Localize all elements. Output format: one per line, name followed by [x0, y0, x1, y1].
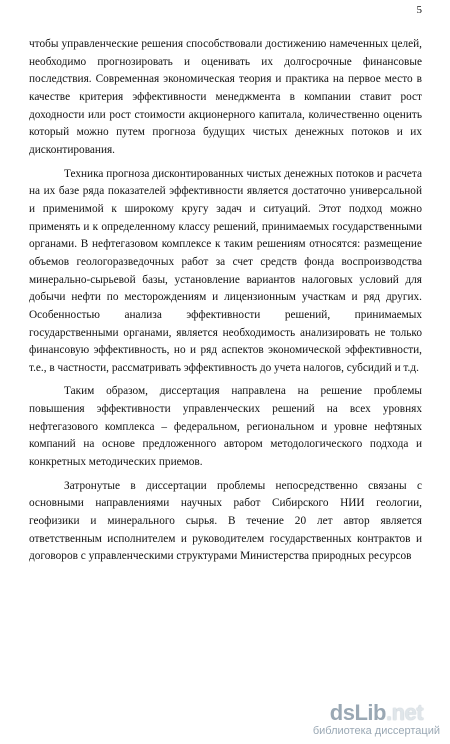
paragraph-2: Техника прогноза дисконтированных чистых денежных потоков и расчета на их базе ряда показателей эффективности является достаточно универсальной и применимой к широкому кругу задач и ситуаций. Этот подход можно применять и к определенному классу решений, принимаемых государственными органами. В нефтегазовом комплексе к таким решениям относятся: размещение объемов геологоразведочных работ за счет средств фонда воспроизводства минерально-сырьевой базы, установление вариантов налоговых условий для добычи нефти по месторождениям и лицензионным участкам и ряд других. Особенностью анализа эффективности решений, принимаемых государственными органами, является необходимость анализировать не только финансовую эффективность, но и ряд аспектов экономической эффективности, т.е., в частности, рассматривать эффективность до учета налогов, субсидий и т.д. [29, 167, 422, 374]
watermark-logo-main: dsLib [329, 700, 386, 725]
dslib-watermark [313, 701, 440, 738]
paragraph-4: Затронутые в диссертации проблемы непосредственно связаны с основными направлениями научных работ Сибирского НИИ геологии, геофизики и минерального сырья. В течение 20 лет автор является ответственным исполнителем и руководителем государственных контрактов и договоров с управленческими структурами Министерства природных ресурсов [29, 479, 422, 563]
watermark-logo-tld: .net [385, 700, 424, 725]
document-body [29, 36, 422, 566]
page-number: 5 [416, 4, 422, 16]
paragraph-3: Таким образом, диссертация направлена на решение проблемы повышения эффективности управленческих решений на всех уровнях нефтегазового комплекса – федеральном, региональном и уровне нефтяных компаний на основе предложенного автором методологического подхода и конкретных методических приемов. [29, 385, 422, 469]
watermark-subtitle: библиотека диссертаций [312, 725, 440, 737]
watermark-logo [313, 701, 440, 725]
paragraph-1: чтобы управленческие решения способствовали достижению намеченных целей, необходимо прогнозировать и оценивать их долгосрочные финансовые последствия. Современная экономическая теория и практика на первое место в качестве критерия эффективности менеджмента в компании ставит рост доходности или рост стоимости акционерного капитала, количественно оценить который можно путем прогноза будущих чистых денежных потоков и их дисконтирования. [29, 38, 422, 156]
